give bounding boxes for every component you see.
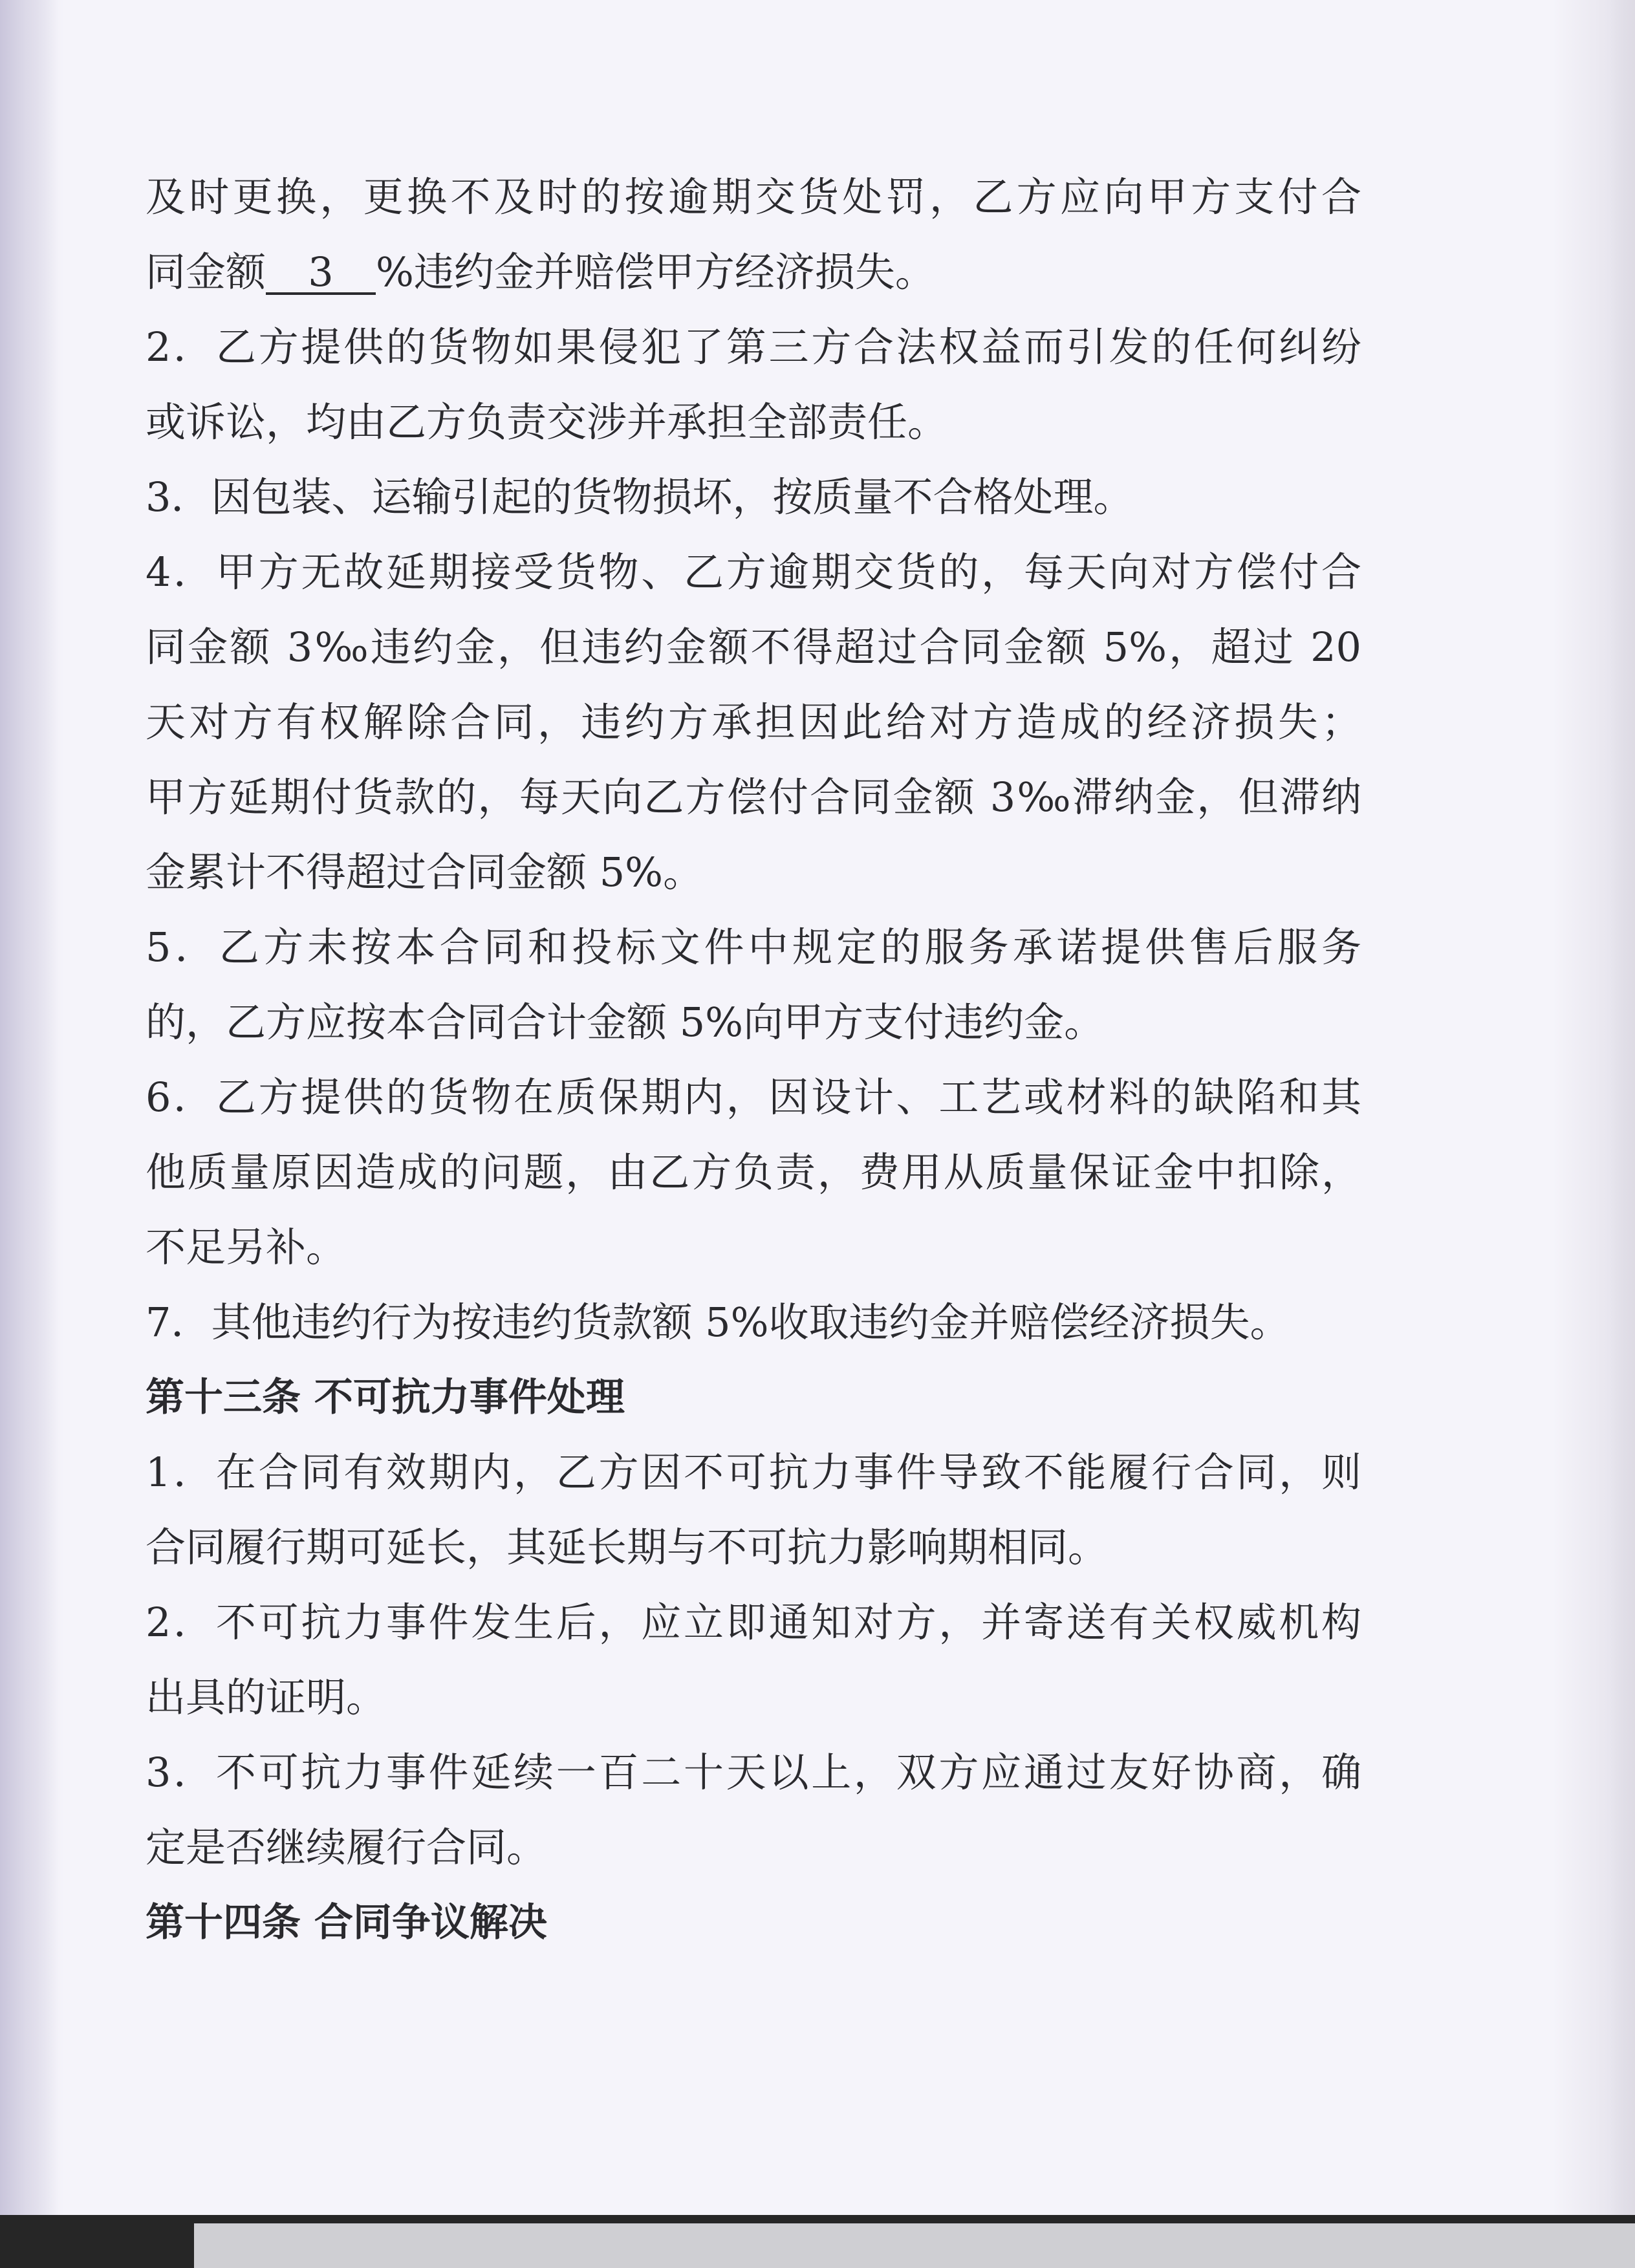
text-line: 7．其他违约行为按违约货款额 5%收取违约金并赔偿经济损失。 bbox=[146, 1299, 1290, 1346]
text-line: 他质量原因造成的问题，由乙方负责，费用从质量保证金中扣除， bbox=[146, 1149, 1361, 1196]
section-heading: 第十三条 不可抗力事件处理 bbox=[146, 1375, 625, 1420]
scanner-bed-strip bbox=[194, 2223, 1635, 2268]
section-heading: 第十四条 合同争议解决 bbox=[146, 1900, 547, 1945]
text-line: 金累计不得超过合同金额 5%。 bbox=[146, 848, 704, 896]
text-line: 及时更换，更换不及时的按逾期交货处罚，乙方应向甲方支付合 bbox=[146, 173, 1361, 221]
fill-in-blank: 3 bbox=[266, 252, 376, 295]
text-line: 的，乙方应按本合同合计金额 5%向甲方支付违约金。 bbox=[146, 999, 1105, 1046]
text-line: 2．不可抗力事件发生后，应立即通知对方，并寄送有关权威机构 bbox=[146, 1599, 1361, 1646]
text-line: 3．不可抗力事件延续一百二十天以上，双方应通过友好协商，确 bbox=[146, 1749, 1361, 1796]
text-line: 4．甲方无故延期接受货物、乙方逾期交货的，每天向对方偿付合 bbox=[146, 548, 1361, 596]
text-line: 同金额 3‰违约金，但违约金额不得超过合同金额 5%，超过 20 bbox=[146, 623, 1361, 671]
binding-shadow bbox=[0, 0, 58, 2268]
text-line: 不足另补。 bbox=[146, 1224, 347, 1271]
text-fragment: 同金额 bbox=[146, 248, 266, 296]
text-line: 天对方有权解除合同，违约方承担因此给对方造成的经济损失； bbox=[146, 698, 1361, 746]
text-line: 合同履行期可延长，其延长期与不可抗力影响期相同。 bbox=[146, 1524, 1109, 1571]
text-line: 定是否继续履行合同。 bbox=[146, 1824, 547, 1871]
text-line: 或诉讼，均由乙方负责交涉并承担全部责任。 bbox=[146, 398, 948, 446]
text-line: 出具的证明。 bbox=[146, 1674, 387, 1721]
text-line: 甲方延期付货款的，每天向乙方偿付合同金额 3‰滞纳金，但滞纳 bbox=[146, 773, 1361, 821]
text-line bbox=[146, 246, 1361, 298]
text-line: 5．乙方未按本合同和投标文件中规定的服务承诺提供售后服务 bbox=[146, 923, 1361, 971]
page-edge-shadow bbox=[1609, 0, 1635, 2268]
text-fragment: %违约金并赔偿甲方经济损失。 bbox=[376, 248, 935, 296]
text-line: 1．在合同有效期内，乙方因不可抗力事件导致不能履行合同，则 bbox=[146, 1449, 1361, 1496]
text-line: 3．因包装、运输引起的货物损坏，按质量不合格处理。 bbox=[146, 473, 1134, 521]
text-line: 2．乙方提供的货物如果侵犯了第三方合法权益而引发的任何纠纷 bbox=[146, 323, 1361, 371]
text-line: 6．乙方提供的货物在质保期内，因设计、工艺或材料的缺陷和其 bbox=[146, 1074, 1361, 1121]
